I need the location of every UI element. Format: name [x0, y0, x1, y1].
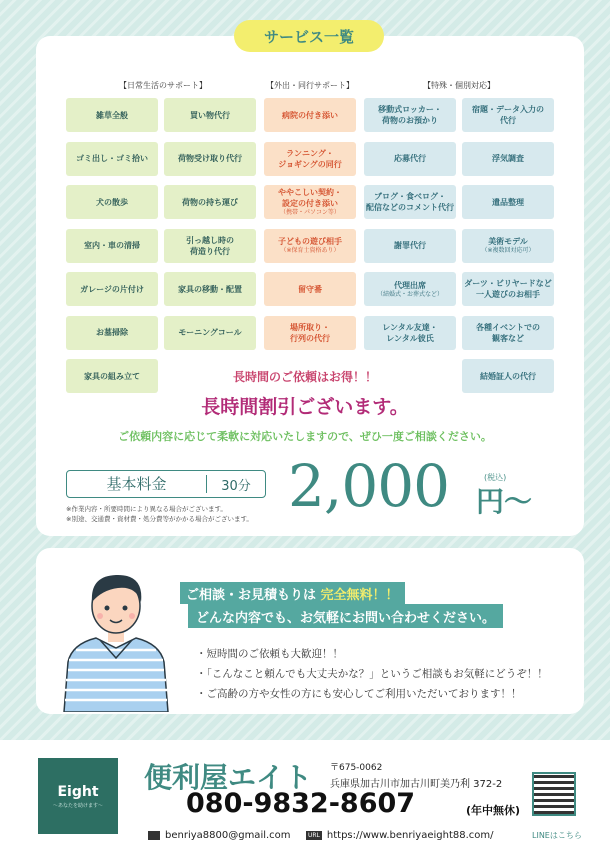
fee-price: 2,000: [288, 452, 450, 520]
category-special: 【特殊・個別対応】: [423, 81, 495, 90]
service-item-daily-col1-2: [66, 185, 158, 219]
postal-code: 〒675-0062: [330, 763, 383, 773]
service-item-special-col1-0: [364, 98, 456, 132]
service-item-special-col1-4: [364, 272, 456, 306]
service-item-daily-col2-1: [164, 142, 256, 176]
fee-note-1: ※作業内容・所要時間により異なる場合がございます。: [66, 505, 227, 513]
service-item-daily-col2-5: [164, 316, 256, 350]
service-label: モーニングコール: [178, 328, 242, 337]
consult-line-2: どんな内容でも、お気軽にお問い合わせください。: [188, 604, 503, 628]
url-icon: URL: [308, 832, 320, 839]
service-label: ブログ・食べログ・ 配信などのコメント代行: [366, 192, 454, 212]
service-item-daily-col1-5: [66, 316, 158, 350]
service-sublabel: （携帯・パソコン等）: [280, 209, 340, 216]
logo-tagline: 〜あなたを助けます〜: [52, 802, 103, 809]
staff-illustration: [56, 562, 176, 712]
fee-label: 基本料金: [67, 475, 207, 493]
url-contact[interactable]: [306, 830, 494, 841]
consult-bullet-1: ・短時間のご依頼も大歓迎！！: [196, 648, 343, 660]
service-item-daily-col1-0: [66, 98, 158, 132]
service-item-daily-col2-0: [164, 98, 256, 132]
promo-line-3: ご依頼内容に応じて柔軟に対応いたしますので、ぜひ一度ご相談ください。: [118, 430, 492, 443]
service-label: 宿題・データ入力の 代行: [472, 105, 544, 125]
service-label: 買い物代行: [190, 110, 230, 120]
service-label: 家具の組み立て: [84, 371, 140, 381]
service-label: 家具の移動・配置: [178, 284, 242, 294]
fee-yen: 円〜: [476, 485, 533, 518]
service-item-outing-1: [264, 142, 356, 176]
website-url: https://www.benriyaeight88.com/: [326, 830, 494, 841]
address: 兵庫県加古川市加古川町美乃利 372-2: [330, 779, 503, 790]
service-item-outing-4: [264, 272, 356, 306]
service-item-special-col1-2: [364, 185, 456, 219]
promo-line-2: 長時間割引ございます。: [201, 396, 409, 418]
service-item-outing-0: [264, 98, 356, 132]
logo: [38, 758, 118, 834]
service-item-special-col1-3: [364, 229, 456, 263]
service-item-outing-5: [264, 316, 356, 350]
service-label: 応募代行: [394, 154, 426, 163]
mail-icon: [148, 831, 160, 840]
consult-bullet-3: ・ご高齢の方や女性の方にも安心してご利用いただいております！！: [196, 688, 522, 700]
service-label: 遺品整理: [492, 197, 524, 207]
service-label: 結婚証人の代行: [480, 371, 536, 381]
consult-bullet-2: ・「こんなこと頼んでも大丈夫かな？」というご相談もお気軽にどうぞ！！: [196, 668, 548, 680]
service-label: 子どもの遊び相手: [278, 237, 342, 246]
service-label: 場所取り・ 行列の代行: [290, 322, 330, 343]
service-label: 荷物受け取り代行: [178, 154, 242, 163]
service-item-outing-2: [264, 185, 356, 219]
fee-unit: 30分: [221, 478, 251, 494]
service-label: 美術モデル: [488, 237, 528, 246]
service-item-daily-col2-3: [164, 229, 256, 263]
consult-line-1a: ご相談・お見積もりは: [186, 588, 317, 603]
fee-note-2: ※別途、交通費・資材費・処分費等がかかる場合がございます。: [66, 515, 253, 523]
fee-box: [66, 470, 266, 498]
service-label: 室内・車の清掃: [84, 241, 140, 250]
business-name: 便利屋エイト: [144, 761, 313, 794]
service-label: お墓掃除: [96, 328, 128, 337]
service-item-special-col2-1: [462, 142, 554, 176]
service-label: ダーツ・ビリヤードなど 一人遊びのお相手: [464, 279, 552, 299]
service-label: ランニング・ ジョギングの同行: [278, 148, 342, 169]
service-label: 荷物の持ち運び: [182, 197, 238, 207]
service-item-special-col2-2: [462, 185, 554, 219]
service-item-special-col2-3: [462, 229, 554, 263]
service-item-outing-3: [264, 229, 356, 263]
email-contact[interactable]: [148, 830, 291, 841]
service-label: 犬の散歩: [96, 197, 128, 207]
service-item-daily-col1-3: [66, 229, 158, 263]
qr-label: LINEはこちら: [532, 831, 582, 840]
service-label: ややこしい契約・ 設定の付き添い: [278, 188, 342, 208]
service-label: ガレージの片付け: [80, 284, 144, 294]
consult-line-1: [180, 582, 405, 604]
service-item-daily-col2-2: [164, 185, 256, 219]
service-label: 謝罪代行: [394, 241, 426, 250]
phone-note: (年中無休): [466, 804, 521, 817]
service-label: レンタル友達・ レンタル彼氏: [382, 322, 438, 343]
logo-name: Eight: [57, 783, 99, 800]
service-label: 各種イベントでの 観客など: [476, 322, 540, 343]
service-sublabel: （※保育士資格あり）: [280, 247, 340, 254]
service-label: 留守番: [298, 284, 322, 294]
page-title: サービス一覧: [234, 20, 384, 52]
service-item-special-col2-0: [462, 98, 554, 132]
service-item-special-col1-5: [364, 316, 456, 350]
service-sublabel: （※複数回対応可）: [481, 247, 535, 254]
promo-line-1: 長時間のご依頼はお得！！: [232, 370, 377, 384]
fee-tax: (税込): [484, 473, 507, 482]
category-daily: 【日常生活のサポート】: [119, 81, 207, 90]
service-sublabel: （結婚式・お葬式など）: [376, 290, 443, 298]
service-item-special-col1-1: [364, 142, 456, 176]
service-label: 移動式ロッカー・ 荷物のお預かり: [378, 105, 442, 125]
service-label: 浮気調査: [492, 154, 524, 163]
service-label: 引っ越し時の 荷造り代行: [186, 235, 234, 256]
consult-free: 完全無料！！: [320, 588, 399, 603]
service-item-daily-col1-1: [66, 142, 158, 176]
service-item-special-col2-5: [462, 316, 554, 350]
service-label: 病院の付き添い: [282, 110, 338, 120]
category-outing: 【外出・同行サポート】: [266, 81, 354, 90]
service-label: ゴミ出し・ゴミ拾い: [76, 154, 148, 163]
service-item-daily-col1-4: [66, 272, 158, 306]
service-item-special-col2-4: [462, 272, 554, 306]
service-item-daily-col2-4: [164, 272, 256, 306]
phone-number[interactable]: 080-9832-8607: [186, 788, 416, 819]
service-label: 雑草全般: [96, 110, 128, 120]
email-address: benriya8800@gmail.com: [165, 830, 291, 841]
line-qr-code[interactable]: [532, 772, 576, 816]
service-label: 代理出席: [394, 280, 426, 290]
